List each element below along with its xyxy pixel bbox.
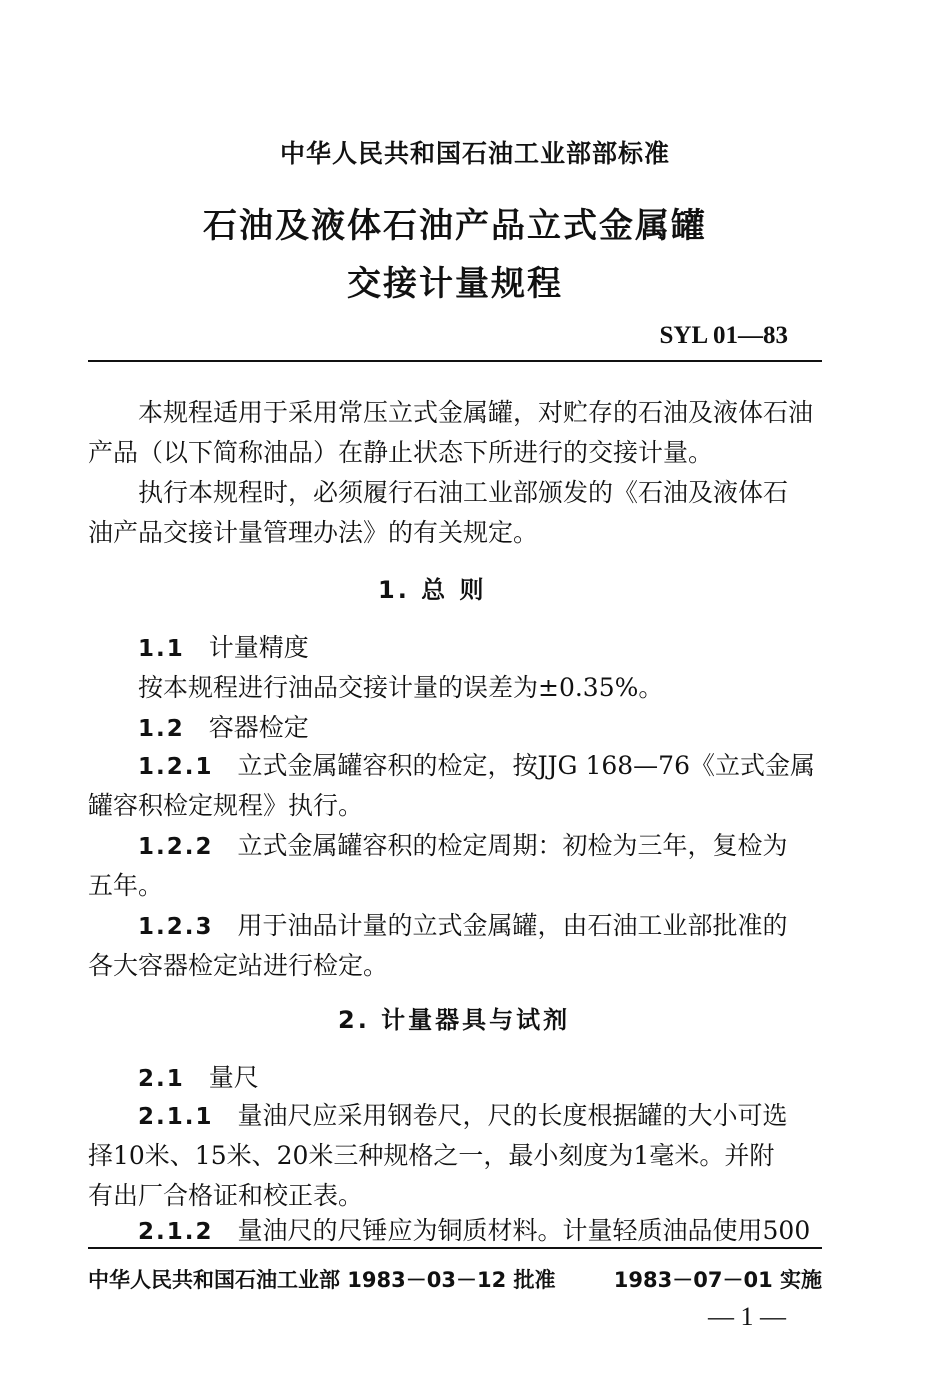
- clause-text: 用于油品计量的立式金属罐，由石油工业部批准的: [237, 911, 788, 940]
- clause-1-2-3-line2: 各大容器检定站进行检定。: [88, 951, 389, 980]
- footer-rule: [88, 1247, 822, 1249]
- clause-2-1: [138, 1058, 259, 1094]
- clause-number: 2.1.1: [138, 1104, 214, 1130]
- header-rule: [88, 360, 822, 362]
- clause-1-2-2-line2: 五年。: [88, 871, 164, 900]
- document-title-line1: 石油及液体石油产品立式金属罐: [203, 206, 707, 246]
- clause-1-1: [138, 628, 309, 664]
- standard-authority: 中华人民共和国石油工业部部标准: [279, 139, 670, 168]
- clause-number: 1.2.1: [138, 754, 214, 780]
- clause-text: 立式金属罐容积的检定，按JJG 168—76《立式金属: [237, 751, 815, 780]
- intro-paragraph1-line2: 产品（以下简称油品）在静止状态下所进行的交接计量。: [88, 438, 714, 467]
- section1-heading: 1. 总 则: [378, 576, 487, 604]
- clause-2-1-1-line1: [138, 1096, 788, 1132]
- clause-title: 量尺: [208, 1063, 259, 1092]
- page-number: — 1 —: [708, 1302, 786, 1331]
- clause-number: 1.2: [138, 716, 185, 742]
- clause-text: 量油尺应采用钢卷尺，尺的长度根据罐的大小可选: [237, 1101, 788, 1130]
- clause-text: 量油尺的尺锤应为铜质材料。计量轻质油品使用500: [237, 1216, 811, 1245]
- effective-date: 1983－07－01 实施: [613, 1268, 822, 1292]
- clause-2-1-1-line2: 择10米、15米、20米三种规格之一，最小刻度为1毫米。并附: [88, 1141, 775, 1170]
- clause-number: 2.1: [138, 1066, 185, 1092]
- section2-heading: 2. 计量器具与试剂: [338, 1006, 571, 1034]
- standard-code: SYL 01—83: [659, 322, 788, 349]
- clause-1-2-1-line1: [138, 746, 815, 782]
- intro-paragraph1-line1: 本规程适用于采用常压立式金属罐，对贮存的石油及液体石油: [138, 398, 814, 427]
- clause-number: 2.1.2: [138, 1219, 214, 1245]
- clause-1-1-text: 按本规程进行油品交接计量的误差为±0.35%。: [138, 673, 664, 702]
- clause-1-2-3-line1: [138, 906, 788, 942]
- clause-title: 计量精度: [208, 633, 309, 662]
- clause-2-1-2-line1: [138, 1211, 810, 1247]
- clause-2-1-1-line3: 有出厂合格证和校正表。: [88, 1181, 364, 1210]
- clause-1-2-1-line2: 罐容积检定规程》执行。: [88, 791, 364, 820]
- intro-paragraph2-line1: 执行本规程时，必须履行石油工业部颁发的《石油及液体石: [138, 478, 789, 507]
- approval-info: 中华人民共和国石油工业部 1983－03－12 批准: [88, 1268, 556, 1292]
- clause-1-2: [138, 708, 309, 744]
- clause-title: 容器检定: [208, 713, 309, 742]
- clause-number: 1.1: [138, 636, 185, 662]
- clause-number: 1.2.3: [138, 914, 214, 940]
- clause-1-2-2-line1: [138, 826, 788, 862]
- clause-number: 1.2.2: [138, 834, 214, 860]
- document-title-line2: 交接计量规程: [347, 264, 563, 304]
- intro-paragraph2-line2: 油产品交接计量管理办法》的有关规定。: [88, 518, 539, 547]
- clause-text: 立式金属罐容积的检定周期：初检为三年，复检为: [237, 831, 788, 860]
